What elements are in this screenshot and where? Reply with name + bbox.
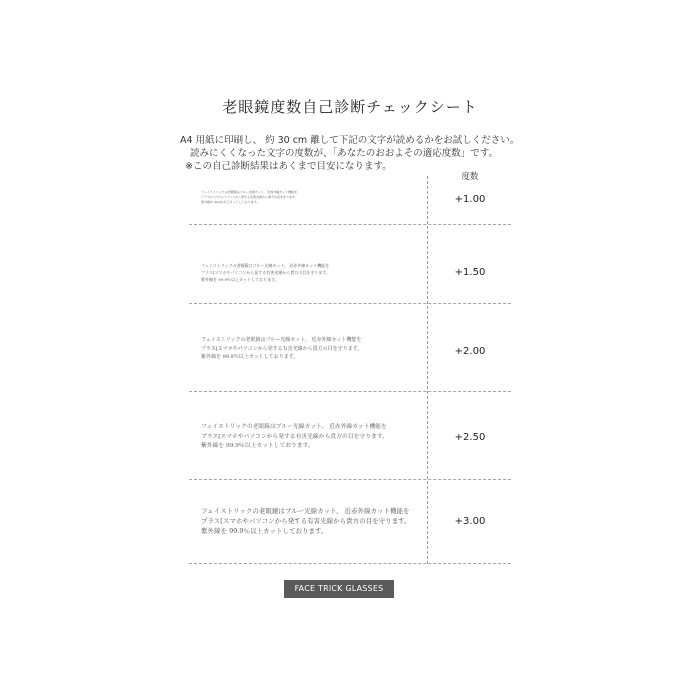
sample-line: フェイストリックの老眼鏡はブルー光線カット、 近赤外線カット機能を <box>201 337 362 343</box>
sample-line: 紫外線を 99.9％以上カットしております。 <box>201 277 279 282</box>
row-separator <box>189 303 511 304</box>
diopter-value-row-3: +2.00 <box>454 346 486 357</box>
sample-line: プラス[スマホやパソコンから発する有害光線から貴方の目を守ります。 <box>201 433 388 440</box>
row-separator <box>189 479 511 480</box>
sample-text-row-1 <box>201 190 423 205</box>
brand-logo: FACE TRICK GLASSES <box>284 580 394 598</box>
sample-line: プラス[スマホやパソコンから発する有害光線から貴方の目を守ります。 <box>201 517 411 525</box>
row-separator <box>189 224 511 225</box>
page-title: 老眼鏡度数自己診断チェックシート <box>222 98 478 116</box>
instruction-note: ※この自己診断結果はあくまで目安になります。 <box>185 161 392 172</box>
sample-line: フェイストリックの老眼鏡はブルー光線カット、 近赤外線カット機能を <box>201 507 410 515</box>
column-divider <box>427 176 428 564</box>
diopter-value-row-4: +2.50 <box>454 432 486 443</box>
sample-line: プラス[スマホやパソコンから発する有害光線から貴方の目を守ります。 <box>201 345 363 352</box>
sample-line: フェイストリックの老眼鏡はブルー光線カット、 近赤外線カット機能を <box>201 424 387 430</box>
sample-line: フェイストリックの老眼鏡はブルー光線カット、 近赤外線カット機能を <box>201 263 330 268</box>
instruction-line-1: A4 用紙に印刷し、 約 30 cm 離して下記の文字が読めるかをお試しください。 <box>180 135 520 146</box>
sample-line: 紫外線を 99.9％以上カットしております。 <box>201 200 260 204</box>
diopter-column-header: 度数 <box>461 172 479 182</box>
row-separator <box>189 563 511 564</box>
sample-line: 紫外線を 99.9％以上カットしております。 <box>201 354 299 360</box>
row-separator <box>189 391 511 392</box>
instruction-line-2: 読みにくくなった文字の度数が、「あなたのおおよその適応度数」です。 <box>190 148 498 159</box>
reading-test-table <box>189 172 511 564</box>
sample-line: プラス[スマホやパソコンから発する有害光線から貴方の目を守ります。 <box>201 195 298 199</box>
diopter-value-row-5: +3.00 <box>454 516 486 527</box>
sample-line: プラス[スマホやパソコンから発する有害光線から貴方の目を守ります。 <box>201 270 330 275</box>
sample-text-row-2 <box>201 262 423 283</box>
sample-text-row-5 <box>201 506 423 536</box>
sample-line: 紫外線を 99.9％以上カットしております。 <box>201 443 314 449</box>
sample-line: フェイストリックの老眼鏡はブルー光線カット、 近赤外線カット機能を <box>201 190 298 194</box>
diopter-value-row-2: +1.50 <box>454 267 486 278</box>
sample-line: 紫外線を 99.9％以上カットしております。 <box>201 527 328 535</box>
diopter-value-row-1: +1.00 <box>454 194 486 205</box>
instructions <box>180 134 540 173</box>
sample-text-row-3 <box>201 336 423 362</box>
sample-text-row-4 <box>201 423 423 452</box>
